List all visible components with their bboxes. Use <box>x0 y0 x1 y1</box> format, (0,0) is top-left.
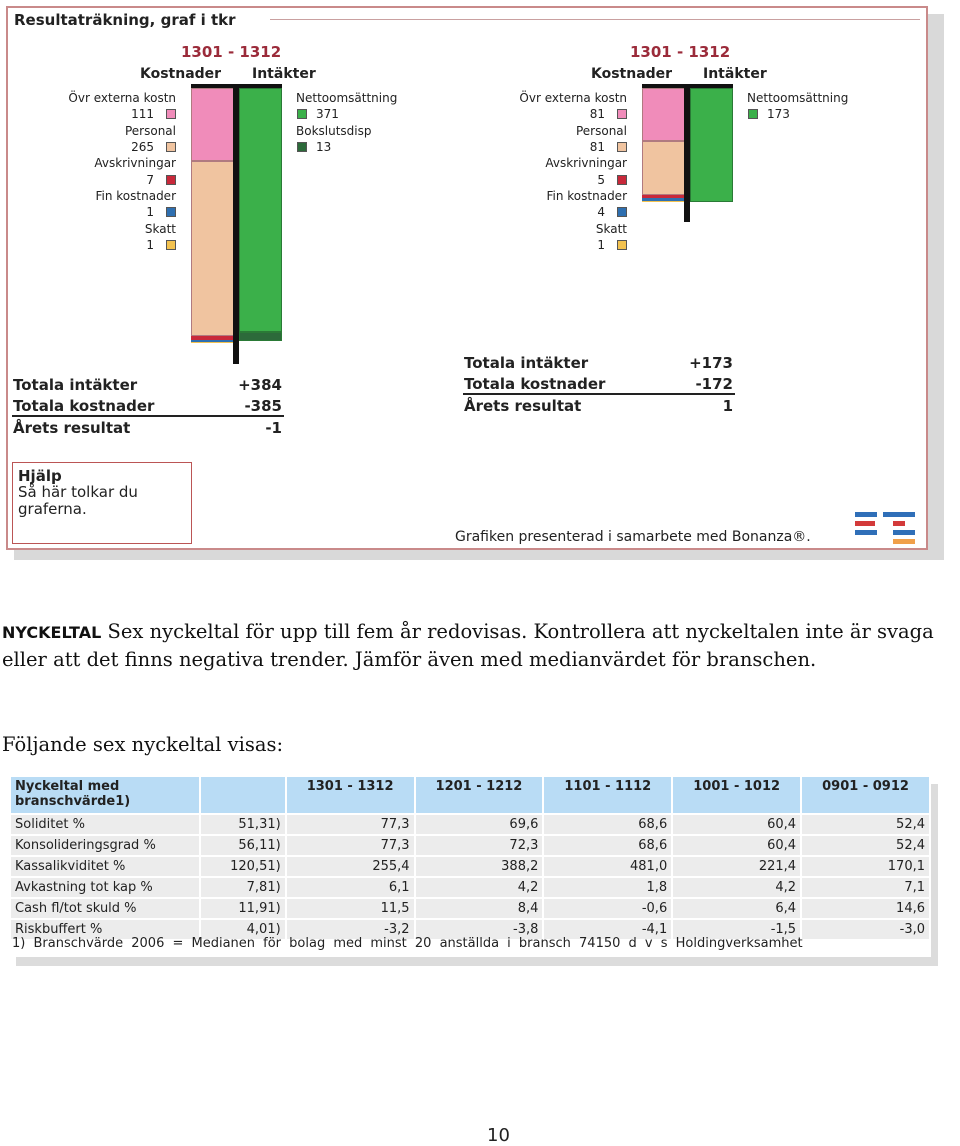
key-ratios-body: Sex nyckeltal för upp till fem år redovisas. Kontrollera att nyckeltalen inte är svaga eller att det finns negativa trender. Jämför även med medianvärdet för branschen. <box>2 620 934 671</box>
left-income-label-1: Nettoomsättning <box>296 91 398 105</box>
cell-value: 6,1 <box>287 878 414 897</box>
header-period-2: 1201 - 1212 <box>416 777 543 813</box>
page-number: 10 <box>487 1125 510 1146</box>
left-total-cost-value: -385 <box>244 397 282 415</box>
key-ratios-subheading: Följande sex nyckeltal visas: <box>2 733 284 756</box>
table-row <box>11 857 929 876</box>
bransch-value: 56,11) <box>201 836 285 855</box>
right-cost-value-2: 81 <box>589 140 605 154</box>
income-bar-segment <box>690 88 733 202</box>
left-cost-value-4: 1 <box>146 205 154 219</box>
cost-bar-segment <box>191 342 234 344</box>
cell-value: 11,5 <box>287 899 414 918</box>
right-result-label: Årets resultat <box>464 397 582 415</box>
left-cost-value-2: 265 <box>131 140 154 154</box>
bransch-value: 11,91) <box>201 899 285 918</box>
cost-bar-segment <box>191 88 234 161</box>
header-period-5: 0901 - 0912 <box>802 777 929 813</box>
left-cost-swatch-5 <box>166 240 176 250</box>
right-result-value: 1 <box>722 397 733 415</box>
left-cost-label-2: Personal <box>124 124 176 138</box>
bonanza-logo-icon <box>855 512 915 544</box>
cost-bar-segment <box>642 201 685 203</box>
right-total-income-value: +173 <box>689 354 733 372</box>
table-footnote: 1) Branschvärde 2006 = Medianen för bolag med minst 20 anställda i bransch 74150 d v s Holdingverksamhet <box>12 936 803 951</box>
header-blank <box>201 777 285 813</box>
right-period-label: 1301 - 1312 <box>630 43 731 61</box>
cell-value: 255,4 <box>287 857 414 876</box>
left-income-header: Intäkter <box>252 66 316 82</box>
ratio-name: Kassalikviditet % <box>11 857 199 876</box>
bransch-value: 4,01) <box>201 920 285 939</box>
cell-value: 60,4 <box>673 836 800 855</box>
cell-value: -4,1 <box>544 920 671 939</box>
cell-value: 69,6 <box>416 815 543 834</box>
bar-axis <box>684 84 690 222</box>
right-income-swatch-1 <box>748 109 758 119</box>
right-income-value-1: 173 <box>767 107 790 121</box>
key-ratios-lead: NYCKELTAL <box>2 623 102 642</box>
right-costs-header: Kostnader <box>591 66 673 82</box>
key-ratios-table <box>9 775 931 941</box>
right-total-cost-value: -172 <box>695 375 733 393</box>
left-cost-label-5: Skatt <box>144 222 176 236</box>
right-cost-swatch-5 <box>617 240 627 250</box>
left-cost-swatch-4 <box>166 207 176 217</box>
cost-bar-segment <box>191 161 234 336</box>
header-period-3: 1101 - 1112 <box>544 777 671 813</box>
right-cost-label-4: Fin kostnader <box>546 189 627 203</box>
left-cost-label-3: Avskrivningar <box>94 156 176 170</box>
ratio-name: Soliditet % <box>11 815 199 834</box>
left-cost-label-4: Fin kostnader <box>95 189 176 203</box>
cell-value: -1,5 <box>673 920 800 939</box>
cell-value: 77,3 <box>287 836 414 855</box>
cell-value: 4,2 <box>673 878 800 897</box>
right-cost-label-2: Personal <box>575 124 627 138</box>
table-header-row <box>11 777 929 813</box>
cell-value: 4,2 <box>416 878 543 897</box>
right-totals-rule <box>463 393 735 395</box>
cell-value: 52,4 <box>802 836 929 855</box>
right-cost-value-3: 5 <box>597 173 605 187</box>
chart-credit: Grafiken presenterad i samarbete med Bonanza®. <box>455 529 811 545</box>
left-income-value-1: 371 <box>316 107 339 121</box>
right-cost-value-5: 1 <box>597 238 605 252</box>
left-cost-value-1: 111 <box>131 107 154 121</box>
table-row <box>11 836 929 855</box>
ratio-name: Riskbuffert % <box>11 920 199 939</box>
right-cost-value-1: 81 <box>589 107 605 121</box>
cell-value: 52,4 <box>802 815 929 834</box>
header-period-4: 1001 - 1012 <box>673 777 800 813</box>
right-cost-label-5: Skatt <box>595 222 627 236</box>
bransch-value: 120,51) <box>201 857 285 876</box>
bransch-value: 51,31) <box>201 815 285 834</box>
right-cost-swatch-1 <box>617 109 627 119</box>
table-row <box>11 815 929 834</box>
bransch-value: 7,81) <box>201 878 285 897</box>
bar-axis <box>233 84 239 364</box>
left-income-swatch-1 <box>297 109 307 119</box>
cell-value: 1,8 <box>544 878 671 897</box>
cell-value: 170,1 <box>802 857 929 876</box>
cell-value: 68,6 <box>544 836 671 855</box>
header-ratio-name: Nyckeltal med branschvärde1) <box>11 777 199 813</box>
cell-value: 388,2 <box>416 857 543 876</box>
help-title[interactable]: Hjälp <box>18 467 62 485</box>
income-bar-segment <box>239 88 282 332</box>
income-bar-segment <box>239 332 282 341</box>
cell-value: 8,4 <box>416 899 543 918</box>
left-total-income-label: Totala intäkter <box>13 376 138 394</box>
left-costs-header: Kostnader <box>140 66 222 82</box>
right-cost-swatch-4 <box>617 207 627 217</box>
cell-value: 68,6 <box>544 815 671 834</box>
right-cost-value-4: 4 <box>597 205 605 219</box>
cell-value: 6,4 <box>673 899 800 918</box>
cell-value: 60,4 <box>673 815 800 834</box>
table-row <box>11 878 929 897</box>
table-row <box>11 899 929 918</box>
cell-value: -3,8 <box>416 920 543 939</box>
left-result-label: Årets resultat <box>13 419 131 437</box>
right-income-label-1: Nettoomsättning <box>747 91 849 105</box>
right-cost-swatch-2 <box>617 142 627 152</box>
right-cost-label-3: Avskrivningar <box>545 156 627 170</box>
left-income-value-2: 13 <box>316 140 332 154</box>
right-total-cost-label: Totala kostnader <box>464 375 606 393</box>
left-cost-value-5: 1 <box>146 238 154 252</box>
left-result-value: -1 <box>265 419 282 437</box>
ratio-name: Avkastning tot kap % <box>11 878 199 897</box>
cell-value: -3,0 <box>802 920 929 939</box>
cell-value: 481,0 <box>544 857 671 876</box>
left-cost-swatch-3 <box>166 175 176 185</box>
cell-value: 14,6 <box>802 899 929 918</box>
key-ratios-paragraph <box>2 618 952 673</box>
ratio-name: Konsolideringsgrad % <box>11 836 199 855</box>
chart-panel-title: Resultaträkning, graf i tkr <box>14 11 236 29</box>
left-income-swatch-2 <box>297 142 307 152</box>
cell-value: -0,6 <box>544 899 671 918</box>
cost-bar-segment <box>642 88 685 141</box>
left-period-label: 1301 - 1312 <box>181 43 282 61</box>
key-ratios-table-container <box>9 775 931 957</box>
left-income-label-2: Bokslutsdisp <box>296 124 372 138</box>
cell-value: 72,3 <box>416 836 543 855</box>
left-cost-swatch-2 <box>166 142 176 152</box>
header-period-1: 1301 - 1312 <box>287 777 414 813</box>
cell-value: 77,3 <box>287 815 414 834</box>
right-income-header: Intäkter <box>703 66 767 82</box>
help-link-text[interactable]: Så här tolkar du graferna. <box>18 483 138 518</box>
right-cost-label-1: Övr externa kostn <box>519 91 627 105</box>
right-total-income-label: Totala intäkter <box>464 354 589 372</box>
left-cost-value-3: 7 <box>146 173 154 187</box>
cell-value: 7,1 <box>802 878 929 897</box>
cell-value: 221,4 <box>673 857 800 876</box>
cost-bar-segment <box>642 141 685 194</box>
cell-value: -3,2 <box>287 920 414 939</box>
left-cost-label-1: Övr externa kostn <box>68 91 176 105</box>
right-cost-swatch-3 <box>617 175 627 185</box>
left-totals-rule <box>12 415 284 417</box>
ratio-name: Cash fl/tot skuld % <box>11 899 199 918</box>
title-rule <box>270 19 920 20</box>
left-total-income-value: +384 <box>238 376 282 394</box>
left-total-cost-label: Totala kostnader <box>13 397 155 415</box>
left-cost-swatch-1 <box>166 109 176 119</box>
